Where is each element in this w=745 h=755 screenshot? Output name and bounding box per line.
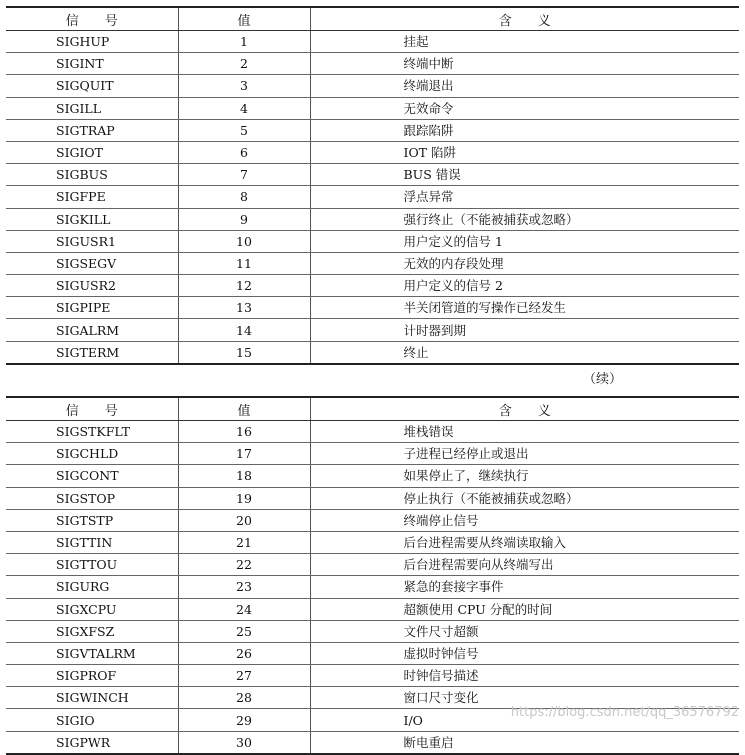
table-row (6, 53, 739, 75)
signal-name-cell: SIGWINCH (6, 687, 178, 709)
signal-meaning-cell: 虚拟时钟信号 (310, 642, 739, 664)
signal-name-cell: SIGUSR2 (6, 275, 178, 297)
signal-meaning-cell: 断电重启 (310, 731, 739, 754)
signal-value-cell: 27 (178, 665, 310, 687)
signal-value-cell: 4 (178, 97, 310, 119)
signal-value-cell: 6 (178, 141, 310, 163)
signal-meaning-cell: BUS 错误 (310, 164, 739, 186)
signal-meaning-cell: 如果停止了，继续执行 (310, 465, 739, 487)
signal-value-cell: 7 (178, 164, 310, 186)
signal-meaning-cell: 计时器到期 (310, 319, 739, 341)
signal-meaning-cell: 后台进程需要从终端读取输入 (310, 531, 739, 553)
signal-meaning-cell: 堆栈错误 (310, 421, 739, 443)
signal-value-cell: 20 (178, 509, 310, 531)
signal-meaning-cell: 浮点异常 (310, 186, 739, 208)
signal-meaning-cell: 用户定义的信号 1 (310, 230, 739, 252)
signal-meaning-cell: 紧急的套接字事件 (310, 576, 739, 598)
signal-value-cell: 28 (178, 687, 310, 709)
signal-meaning-cell: 窗口尺寸变化 (310, 687, 739, 709)
table-row (6, 319, 739, 341)
header-value: 值 (178, 397, 310, 421)
signal-name-cell: SIGINT (6, 53, 178, 75)
signal-meaning-cell: 文件尺寸超额 (310, 620, 739, 642)
signal-name-cell: SIGVTALRM (6, 642, 178, 664)
signal-value-cell: 16 (178, 421, 310, 443)
signal-meaning-cell: 后台进程需要向从终端写出 (310, 554, 739, 576)
signal-value-cell: 10 (178, 230, 310, 252)
table-row (6, 31, 739, 53)
signal-meaning-cell: 超额使用 CPU 分配的时间 (310, 598, 739, 620)
signal-name-cell: SIGHUP (6, 31, 178, 53)
signal-meaning-cell: 用户定义的信号 2 (310, 275, 739, 297)
signal-name-cell: SIGURG (6, 576, 178, 598)
signal-value-cell: 9 (178, 208, 310, 230)
signal-name-cell: SIGPROF (6, 665, 178, 687)
signal-value-cell: 25 (178, 620, 310, 642)
header-meaning: 含 义 (310, 7, 739, 31)
signal-name-cell: SIGIOT (6, 141, 178, 163)
signal-value-cell: 30 (178, 731, 310, 754)
signal-meaning-cell: 子进程已经停止或退出 (310, 443, 739, 465)
signal-meaning-cell: 时钟信号描述 (310, 665, 739, 687)
table-row (6, 531, 739, 553)
signal-meaning-cell: 强行终止（不能被捕获或忽略） (310, 208, 739, 230)
header-value: 值 (178, 7, 310, 31)
signal-value-cell: 18 (178, 465, 310, 487)
signal-name-cell: SIGTRAP (6, 119, 178, 141)
table-row (6, 465, 739, 487)
signal-value-cell: 1 (178, 31, 310, 53)
table-row (6, 141, 739, 163)
header-meaning: 含 义 (310, 397, 739, 421)
signal-value-cell: 22 (178, 554, 310, 576)
signal-value-cell: 29 (178, 709, 310, 731)
table-row (6, 230, 739, 252)
signal-name-cell: SIGCONT (6, 465, 178, 487)
signal-value-cell: 15 (178, 341, 310, 364)
table-row (6, 208, 739, 230)
table-row (6, 275, 739, 297)
signal-value-cell: 13 (178, 297, 310, 319)
table-row (6, 164, 739, 186)
table-row (6, 598, 739, 620)
signal-name-cell: SIGTTIN (6, 531, 178, 553)
signal-name-cell: SIGTSTP (6, 509, 178, 531)
signal-value-cell: 14 (178, 319, 310, 341)
signal-table-1 (6, 6, 739, 365)
signal-meaning-cell: 终端退出 (310, 75, 739, 97)
table-header (6, 397, 739, 421)
table-row (6, 186, 739, 208)
signal-name-cell: SIGFPE (6, 186, 178, 208)
table-row (6, 642, 739, 664)
table-row (6, 620, 739, 642)
watermark: https://blog.csdn.net/qq_36576792 (510, 705, 739, 720)
signal-value-cell: 23 (178, 576, 310, 598)
signal-value-cell: 24 (178, 598, 310, 620)
signal-meaning-cell: 终端中断 (310, 53, 739, 75)
signal-name-cell: SIGSTOP (6, 487, 178, 509)
table-row (6, 487, 739, 509)
signal-name-cell: SIGXCPU (6, 598, 178, 620)
signal-value-cell: 19 (178, 487, 310, 509)
signal-value-cell: 12 (178, 275, 310, 297)
table-row (6, 576, 739, 598)
signal-meaning-cell: 停止执行（不能被捕获或忽略） (310, 487, 739, 509)
signal-name-cell: SIGTTOU (6, 554, 178, 576)
continued-label: （续） (583, 372, 623, 387)
header-signal: 信 号 (6, 397, 178, 421)
signal-name-cell: SIGPWR (6, 731, 178, 754)
signal-meaning-cell: 半关闭管道的写操作已经发生 (310, 297, 739, 319)
signal-meaning-cell: 无效的内存段处理 (310, 252, 739, 274)
table-row (6, 509, 739, 531)
signal-meaning-cell: 终止 (310, 341, 739, 364)
signal-meaning-cell: 挂起 (310, 31, 739, 53)
signal-meaning-cell: IOT 陷阱 (310, 141, 739, 163)
table-row (6, 119, 739, 141)
signal-name-cell: SIGIO (6, 709, 178, 731)
signal-meaning-cell: 终端停止信号 (310, 509, 739, 531)
signal-name-cell: SIGILL (6, 97, 178, 119)
table-header (6, 7, 739, 31)
table-row (6, 341, 739, 364)
table-row (6, 665, 739, 687)
table-row (6, 443, 739, 465)
table-row (6, 554, 739, 576)
table-row (6, 252, 739, 274)
signal-value-cell: 2 (178, 53, 310, 75)
table-row (6, 731, 739, 754)
signal-meaning-cell: 跟踪陷阱 (310, 119, 739, 141)
signal-name-cell: SIGQUIT (6, 75, 178, 97)
signal-name-cell: SIGTERM (6, 341, 178, 364)
header-signal: 信 号 (6, 7, 178, 31)
signal-value-cell: 26 (178, 642, 310, 664)
signal-name-cell: SIGXFSZ (6, 620, 178, 642)
signal-value-cell: 5 (178, 119, 310, 141)
signal-name-cell: SIGCHLD (6, 443, 178, 465)
table-row (6, 97, 739, 119)
signal-value-cell: 21 (178, 531, 310, 553)
signal-name-cell: SIGUSR1 (6, 230, 178, 252)
signal-value-cell: 8 (178, 186, 310, 208)
signal-meaning-cell: I/O (310, 709, 739, 731)
signal-value-cell: 3 (178, 75, 310, 97)
signal-name-cell: SIGALRM (6, 319, 178, 341)
signal-name-cell: SIGPIPE (6, 297, 178, 319)
signal-value-cell: 17 (178, 443, 310, 465)
signal-name-cell: SIGBUS (6, 164, 178, 186)
table-row (6, 75, 739, 97)
signal-table-2 (6, 396, 739, 755)
signal-name-cell: SIGSTKFLT (6, 421, 178, 443)
signal-name-cell: SIGSEGV (6, 252, 178, 274)
signal-meaning-cell: 无效命令 (310, 97, 739, 119)
signal-name-cell: SIGKILL (6, 208, 178, 230)
table-row (6, 297, 739, 319)
signal-value-cell: 11 (178, 252, 310, 274)
table-row (6, 421, 739, 443)
